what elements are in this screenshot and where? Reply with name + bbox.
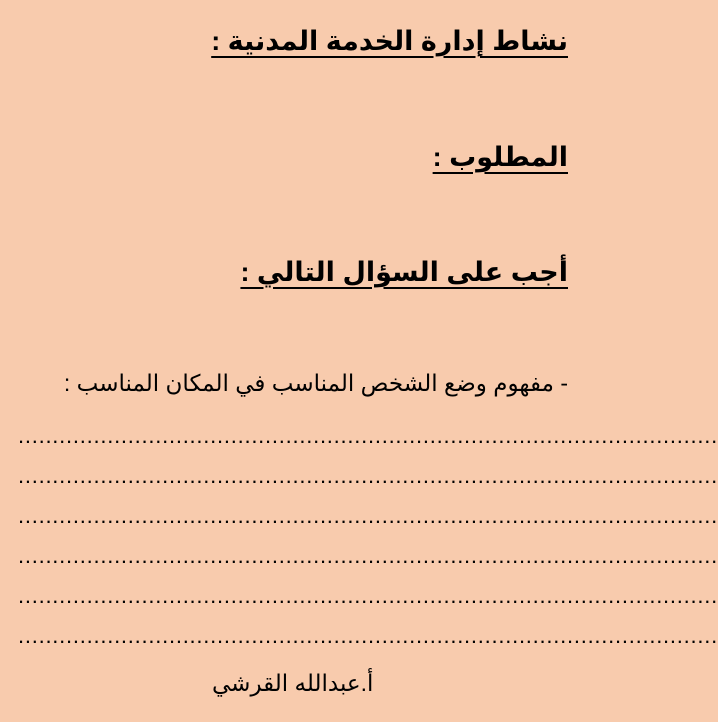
answer-line-4: ...................................................................................................... <box>18 543 718 568</box>
question-text: - مفهوم وضع الشخص المناسب في المكان المناسب : <box>63 370 568 396</box>
answer-line-5: ...................................................................................................... <box>18 583 718 608</box>
answer-line-1: ...................................................................................................... <box>18 423 718 448</box>
teacher-signature: أ.عبدالله القرشي <box>212 670 374 696</box>
answer-line-6: ...................................................................................................... <box>18 623 718 648</box>
question-heading: أجب على السؤال التالي : <box>240 257 568 287</box>
answer-line-3: ...................................................................................................... <box>18 503 718 528</box>
answer-line-2: ...................................................................................................... <box>18 463 718 488</box>
required-heading: المطلوب : <box>432 142 568 172</box>
activity-title: نشاط إدارة الخدمة المدنية : <box>211 26 568 56</box>
